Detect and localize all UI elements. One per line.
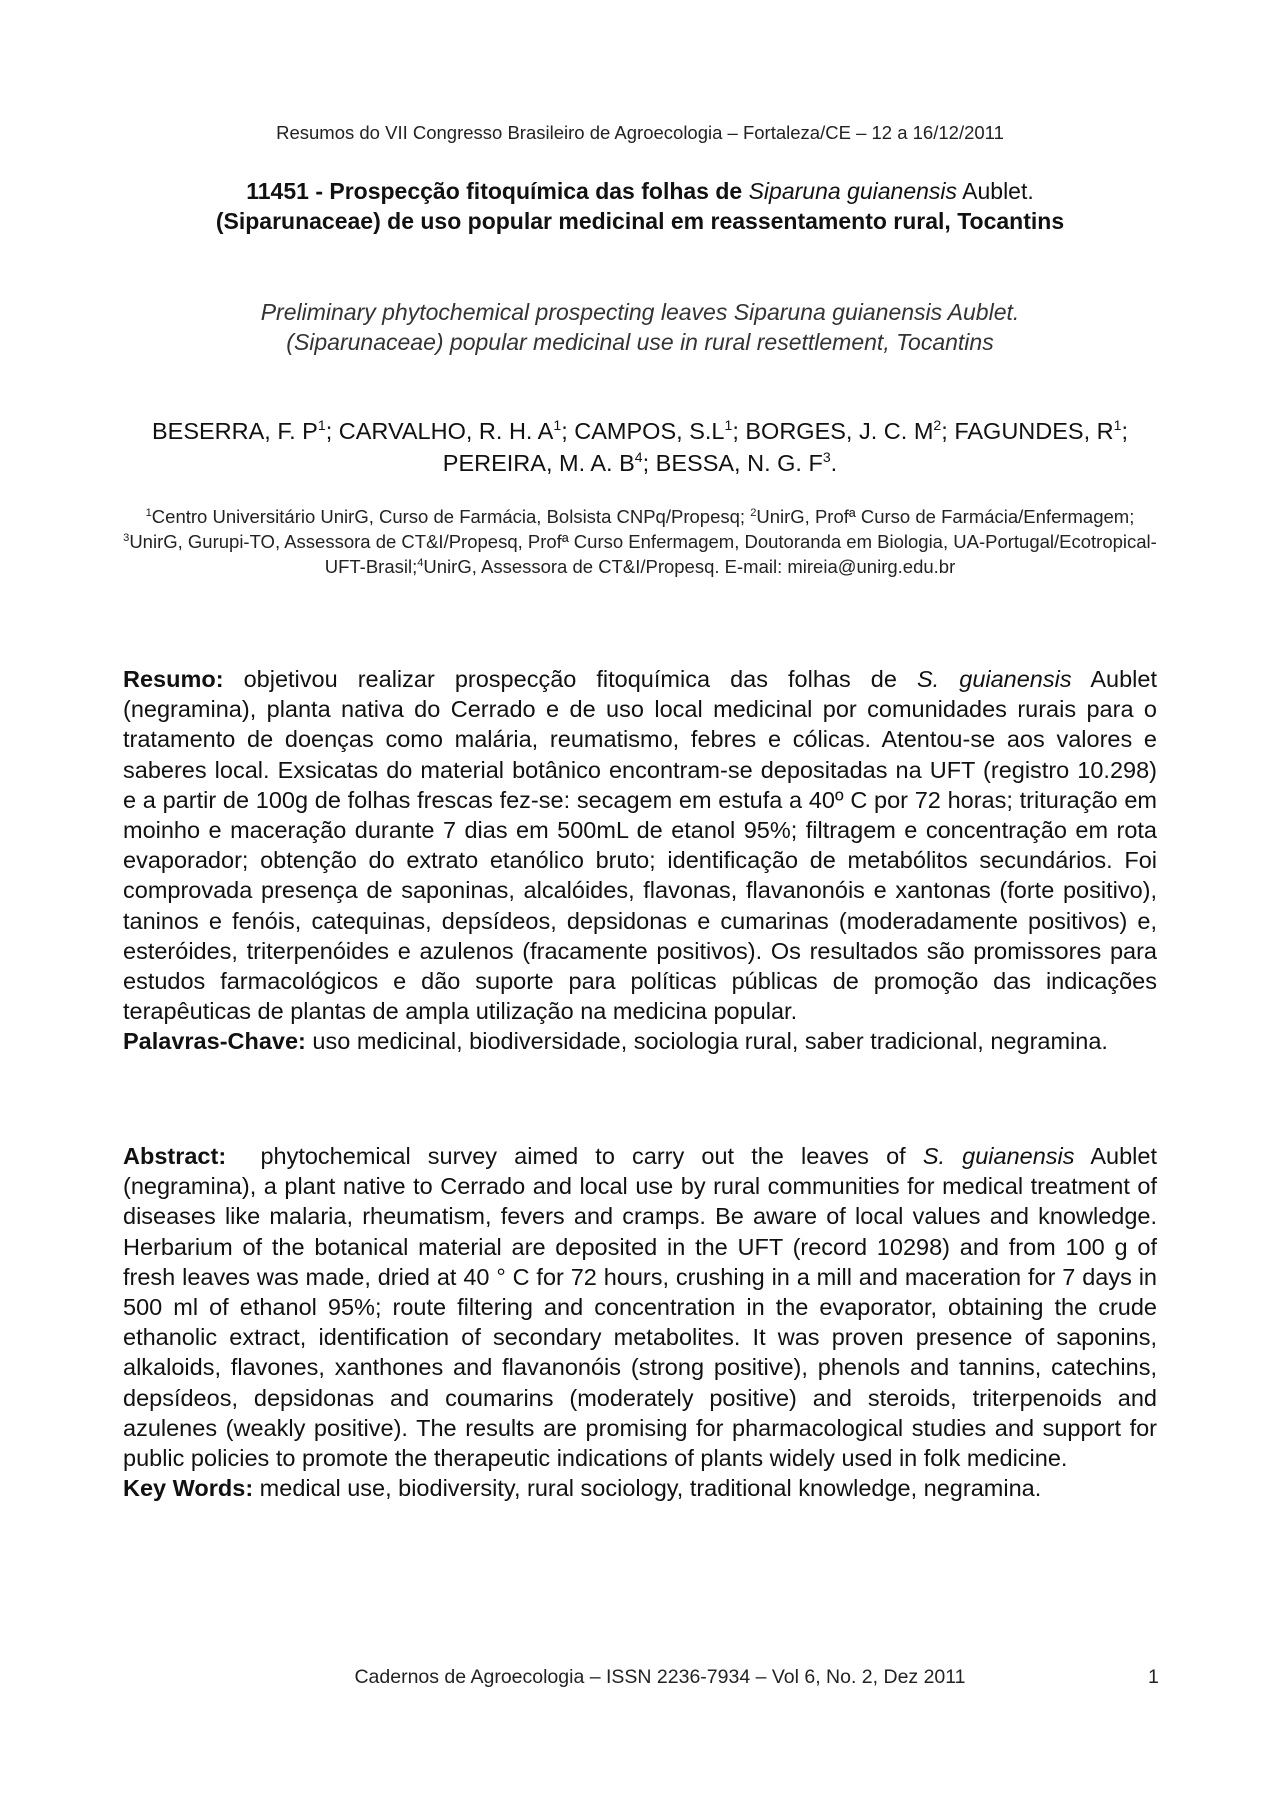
affiliation-mark: 3 <box>123 531 130 544</box>
author-affiliation-mark: 3 <box>822 449 831 466</box>
author-name: CARVALHO, R. H. A <box>338 418 554 444</box>
abstract-section <box>123 1141 1157 1503</box>
abstract-paragraph <box>123 1141 1157 1473</box>
author-separator: ; <box>1121 418 1128 444</box>
page-number: 1 <box>1148 1666 1159 1688</box>
author-affiliation-mark: 1 <box>317 417 326 434</box>
key-words-text: medical use, biodiversity, rural sociology, traditional knowledge, negramina. <box>253 1475 1042 1502</box>
author-affiliation-mark: 1 <box>724 417 733 434</box>
affiliation-text: UnirG, Assessora de CT&I/Propesq. E-mail: mireia@unirg.edu.br <box>423 556 956 577</box>
abstract-keywords <box>123 1473 1157 1503</box>
abstract-label: Abstract: <box>123 1143 227 1169</box>
key-words-label: Key Words: <box>123 1475 254 1502</box>
title-line2: (Siparunaceae) de uso popular medicinal em reassentamento rural, Tocantins <box>215 208 1065 234</box>
subtitle-line2: (Siparunaceae) popular medicinal use in rural resettlement, Tocantins <box>286 329 994 355</box>
abstract-text-start: phytochemical survey aimed to carry out the leaves of <box>226 1143 923 1169</box>
affiliations <box>120 504 1160 579</box>
author-separator: ; <box>325 418 339 444</box>
resumo-label: Resumo: <box>123 666 224 692</box>
affiliation-text: UnirG, Gurupi-TO, Assessora de CT&I/Propesq, Profª Curso Enfermagem, Doutoranda em Biologia, UA-Portugal/Ecotropical-UFT-Brasil; <box>129 531 1157 577</box>
title-prefix: 11451 - Prospecção fitoquímica das folhas de <box>246 178 749 204</box>
paper-subtitle <box>140 297 1140 357</box>
author-list <box>120 415 1160 479</box>
abstract-text-rest: Aublet (negramina), a plant native to Cerrado and local use by rural communities for medical treatment of diseases like malaria, rheumatism, fevers and cramps. Be aware of local values and knowledge. Herbarium of the botanical material are deposited in the UFT (record 10298) and from 100 g of fresh leaves was made, dried at 40 ° C for 72 hours, crushing in a mill and maceration for 7 days in 500 ml of ethanol 95%; route filtering and concentration in the evaporator, obtaining the crude ethanolic extract, identification of secondary metabolites. It was proven presence of saponins, alkaloids, flavones, xanthones and flavanonóis (strong positive), phenols and tannins, catechins, depsídeos, depsidonas and coumarins (moderately positive) and steroids, triterpenoids and azulenes (weakly positive). The results are promising for pharmacological studies and support for public policies to promote the therapeutic indications of plants widely used in folk medicine. <box>123 1143 1157 1472</box>
palavras-chave-text: uso medicinal, biodiversidade, sociologia rural, saber tradicional, negramina. <box>305 1028 1108 1055</box>
resumo-text-rest: Aublet (negramina), planta nativa do Cerrado e de uso local medicinal por comunidades rurais para o tratamento de doenças como malária, reumatismo, febres e cólicas. Atentou-se aos valores e saberes local. Exsicatas do material botânico encontram-se depositadas na UFT (registro 10.298) e a partir de 100g de folhas frescas fez-se: secagem em estufa a 40º C por 72 horas; trituração em moinho e maceração durante 7 dias em 500mL de etanol 95%; filtragem e concentração em rota evaporador; obtenção do extrato etanólico bruto; identificação de metabólitos secundários. Foi comprovada presença de saponinas, alcalóides, flavonas, flavanonóis e xantonas (forte positivo), taninos e fenóis, catequinas, depsídeos, depsidonas e cumarinas (moderadamente positivos) e, esteróides, triterpenóides e azulenos (fracamente positivos). Os resultados são promissores para estudos farmacológicos e dão suporte para políticas públicas de promoção das indicações terapêuticas de plantas de ampla utilização na medicina popular. <box>123 666 1158 1025</box>
affiliation-mark: 1 <box>145 506 152 519</box>
affiliation-text: Centro Universitário UnirG, Curso de Farmácia, Bolsista CNPq/Propesq; <box>151 506 751 527</box>
paper-title <box>140 176 1140 236</box>
journal-footer: Cadernos de Agroecologia – ISSN 2236-7934 – Vol 6, No. 2, Dez 2011 <box>354 1666 966 1688</box>
title-species: Siparuna guianensis <box>748 178 958 204</box>
author-separator: . <box>830 450 838 476</box>
palavras-chave-label: Palavras-Chave: <box>123 1028 306 1055</box>
author-affiliation-mark: 1 <box>553 417 562 434</box>
author-name: CAMPOS, S.L <box>574 418 725 444</box>
title-author-name: Aublet. <box>957 178 1034 204</box>
author-name: BESSA, N. G. F <box>655 450 823 476</box>
author-separator: ; <box>732 418 746 444</box>
author-separator: ; <box>642 450 656 476</box>
author-separator: ; <box>941 418 955 444</box>
resumo-keywords <box>123 1026 1157 1056</box>
subtitle-line1: Preliminary phytochemical prospecting leaves Siparuna guianensis Aublet. <box>260 299 1020 325</box>
author-affiliation-mark: 2 <box>933 417 942 434</box>
author-name: BESERRA, F. P <box>151 418 318 444</box>
resumo-section <box>123 664 1157 1057</box>
abstract-species: S. guianensis <box>922 1143 1075 1169</box>
conference-header: Resumos do VII Congresso Brasileiro de Agroecologia – Fortaleza/CE – 12 a 16/12/2011 <box>276 122 1004 143</box>
author-affiliation-mark: 4 <box>634 449 643 466</box>
author-name: PEREIRA, M. A. B <box>442 450 635 476</box>
affiliation-mark: 2 <box>750 506 757 519</box>
resumo-text-start: objetivou realizar prospecção fitoquímica das folhas de <box>223 666 917 692</box>
author-separator: ; <box>561 418 575 444</box>
author-affiliation-mark: 1 <box>1113 417 1122 434</box>
affiliation-mark: 4 <box>417 556 424 569</box>
author-name: BORGES, J. C. M <box>745 418 934 444</box>
resumo-paragraph <box>123 664 1157 1026</box>
affiliation-text: UnirG, Profª Curso de Farmácia/Enfermagem; <box>756 506 1135 527</box>
author-name: FAGUNDES, R <box>954 418 1114 444</box>
resumo-species: S. guianensis <box>916 666 1072 692</box>
